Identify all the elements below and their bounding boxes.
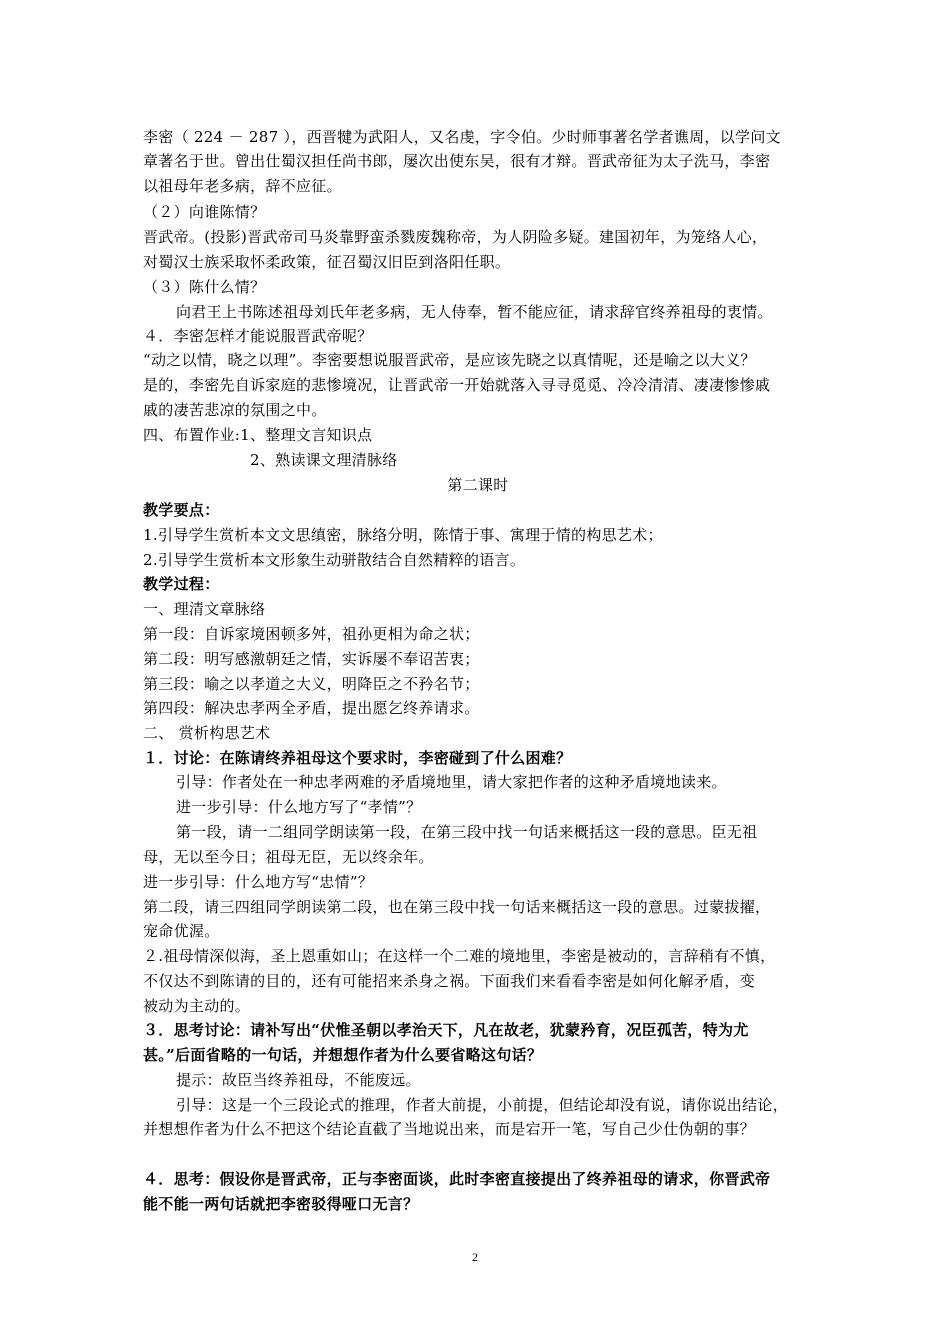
text-line-8: 向君王上书陈述祖母刘氏年老多病，无人侍奉，暂不能应征，请求辞官终养祖母的衷情。 xyxy=(176,303,773,321)
text-line-22: 第二段：明写感激朝廷之情，实诉屡不奉诏苦衷； xyxy=(143,650,480,668)
text-line-18: 2.引导学生赏析本文形象生动骈散结合自然精粹的语言。 xyxy=(143,551,526,569)
text-line-30: 母，无以至今日；祖母无臣，无以终余年。 xyxy=(143,848,434,866)
text-line-29: 第一段，请一二组同学朗读第一段，在第三段中找一句话来概括这一段的意思。臣无祖 xyxy=(176,823,758,841)
text-line-4: （２）向谁陈情？ xyxy=(143,203,266,221)
text-line-34: ２.祖母情深似海，圣上恩重如山；在这样一个二难的境地里，李密是被动的，言辞稍有不慎， xyxy=(143,947,776,965)
text-line-13: 四、布置作业:1、整理文言知识点 xyxy=(143,426,373,444)
text-line-9: ４．李密怎样才能说服晋武帝呢？ xyxy=(143,327,373,345)
text-line-23: 第三段：喻之以孝道之大义，明降臣之不矜名节； xyxy=(143,675,480,693)
text-line-11: 是的，李密先自诉家庭的悲惨境况，让晋武帝一开始就落入寻寻觅觅、冷冷清清、凄凄惨惨戚 xyxy=(143,376,771,394)
text-line-40: 引导：这是一个三段论式的推理，作者大前提，小前提，但结论却没有说，请你说出结论， xyxy=(176,1096,789,1114)
text-line-19: 教学过程： xyxy=(143,575,220,593)
text-line-35: 不仅达不到陈请的目的，还有可能招来杀身之祸。下面我们来看看李密是如何化解矛盾，变 xyxy=(143,972,756,990)
text-line-3: 以祖母年老多病，辞不应征。 xyxy=(143,177,342,195)
text-line-1: 李密（ 224 － 287 ），西晋犍为武阳人，又名虔，字令伯。少时师事著名学者谯周，以学问文 xyxy=(143,128,781,146)
text-line-38: 甚。”后面省略的一句话，并想想作者为什么要省略这句话？ xyxy=(143,1046,543,1064)
text-line-16: 教学要点： xyxy=(143,501,220,519)
text-line-6: 对蜀汉士族采取怀柔政策，征召蜀汉旧臣到洛阳任职。 xyxy=(143,253,511,271)
text-line-36: 被动为主动的。 xyxy=(143,997,251,1015)
text-line-5: 晋武帝。(投影)晋武帝司马炎靠野蛮杀戮废魏称帝，为人阴险多疑。建国初年，为笼络人心， xyxy=(143,228,768,246)
text-line-26: １．讨论：在陈请终养祖母这个要求时，李密碰到了什么困难？ xyxy=(143,749,572,767)
text-line-31: 进一步引导：什么地方写“忠情”？ xyxy=(143,873,374,891)
text-line-12: 戚的凄苦悲凉的氛围之中。 xyxy=(143,401,327,419)
text-line-37: ３．思考讨论：请补写出“伏惟圣朝以孝治天下，凡在故老，犹蒙矜育，况臣孤苦，特为尤 xyxy=(143,1021,749,1039)
text-line-43: 能不能一两句话就把李密驳得哑口无言？ xyxy=(143,1195,419,1213)
text-line-28: 进一步引导：什么地方写了“孝情”？ xyxy=(176,798,422,816)
text-line-2: 章著名于世。曾出仕蜀汉担任尚书郎，屡次出使东吴，很有才辩。晋武帝征为太子洗马，李密 xyxy=(143,152,771,170)
text-line-32: 第二段，请三四组同学朗读第二段，也在第三段中找一句话来概括这一段的意思。过蒙拔擢， xyxy=(143,898,771,916)
text-line-10: “动之以情，晓之以理”。李密要想说服晋武帝，是应该先晓之以真情呢，还是喻之以大义？ xyxy=(143,351,756,369)
text-line-33: 宠命优渥。 xyxy=(143,922,220,940)
text-line-42: ４．思考：假设你是晋武帝，正与李密面谈，此时李密直接提出了终养祖母的请求，你晋武帝 xyxy=(143,1170,771,1188)
text-line-14: 2、熟读课文理清脉络 xyxy=(250,451,398,469)
page-number: 2 xyxy=(472,1250,478,1264)
text-line-17: 1.引导学生赏析本文文思缜密，脉络分明，陈情于事、寓理于情的构思艺术； xyxy=(143,526,663,544)
text-line-27: 引导：作者处在一种忠孝两难的矛盾境地里，请大家把作者的这种矛盾境地读来。 xyxy=(176,773,727,791)
text-line-25: 二、 赏析构思艺术 xyxy=(143,724,271,742)
text-line-21: 第一段：自诉家境困顿多舛，祖孙更相为命之状； xyxy=(143,625,480,643)
text-line-7: （３）陈什么情？ xyxy=(143,278,266,296)
text-line-41: 并想想作者为什么不把这个结论直截了当地说出来，而是宕开一笔，写自己少仕伪朝的事？ xyxy=(143,1120,756,1138)
text-line-39: 提示：故臣当终养祖母，不能废远。 xyxy=(176,1071,421,1089)
text-line-20: 一、理清文章脉络 xyxy=(143,600,266,618)
text-line-24: 第四段：解决忠孝两全矛盾，提出愿乞终养请求。 xyxy=(143,699,480,717)
text-line-15: 第二课时 xyxy=(447,476,509,494)
